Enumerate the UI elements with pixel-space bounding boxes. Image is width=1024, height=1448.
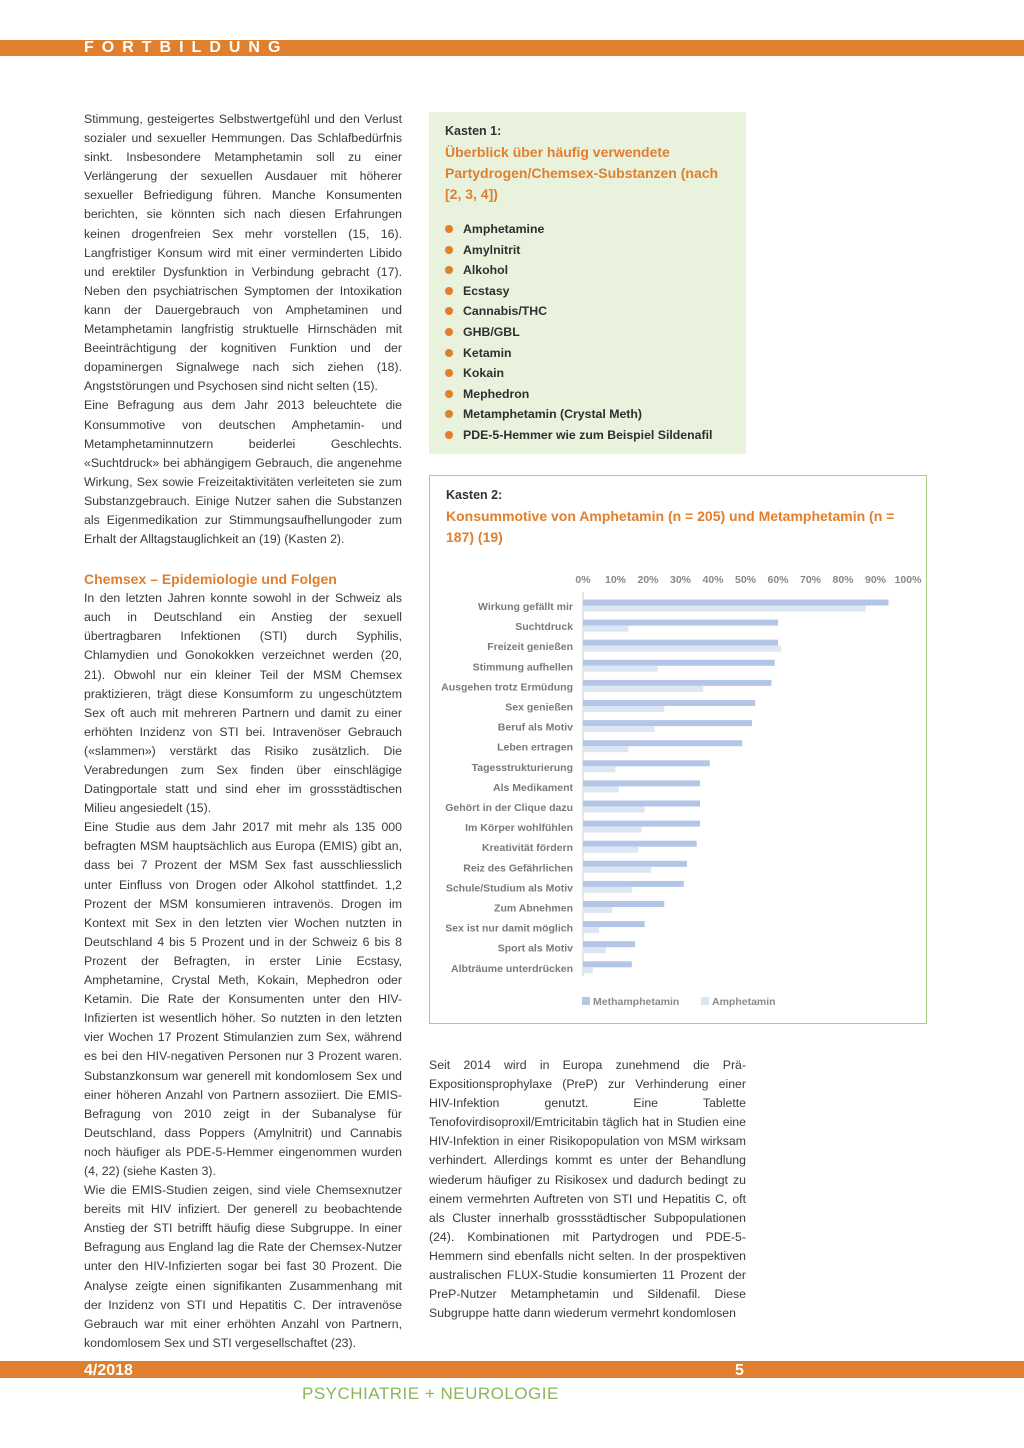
category-label: Beruf als Motiv xyxy=(497,721,573,734)
bar-methamphetamin xyxy=(583,821,700,827)
substance-label: Cannabis/THC xyxy=(463,304,548,319)
x-tick-label: 40% xyxy=(702,574,724,586)
category-label: Gehört in der Clique dazu xyxy=(445,802,573,814)
bar-amphetamin xyxy=(583,666,658,672)
bar-amphetamin xyxy=(583,807,645,813)
box1-title: Überblick über häufig verwendete Partydrogen/Chemsex-Substanzen (nach [2, 3, 4]) xyxy=(445,144,719,202)
bar-amphetamin xyxy=(583,967,593,973)
category-label: Albträume unterdrücken xyxy=(451,962,573,975)
bar-amphetamin xyxy=(583,867,651,873)
substance-item xyxy=(445,343,730,364)
category-label: Ausgehen trotz Ermüdung xyxy=(441,681,573,694)
substance-item xyxy=(445,384,730,405)
bar-methamphetamin xyxy=(583,801,700,807)
journal-name: PSYCHIATRIE + NEUROLOGIE xyxy=(302,1384,559,1403)
box2-label: Kasten 2: xyxy=(446,488,503,502)
bar-amphetamin xyxy=(583,887,632,893)
category-label: Sport als Motiv xyxy=(497,942,573,955)
bar-amphetamin xyxy=(583,646,781,652)
x-tick-label: 90% xyxy=(864,574,887,586)
bullet-icon xyxy=(445,266,453,274)
x-tick-label: 70% xyxy=(799,574,822,586)
substance-label: Metamphetamin (Crystal Meth) xyxy=(463,407,643,422)
category-label: Freizeit genießen xyxy=(487,641,573,654)
bar-methamphetamin xyxy=(583,660,775,666)
legend-label: Methamphetamin xyxy=(593,996,680,1008)
x-tick-label: 30% xyxy=(669,574,692,586)
substance-item xyxy=(445,240,730,261)
substance-label: Amphetamine xyxy=(463,222,545,236)
left-paragraph-4: Eine Studie aus dem Jahr 2017 mit mehr als 135 000 befragten MSM hauptsächlich aus Europa (EMIS) gibt an, dass bei 7 Prozent der MSM Sex fast ausschliesslich unter Einfluss von Drogen oder Alkohol stattfindet. 1,2 Prozent der MSM konsumieren intravenös. Drogen im Kontext mit Sex in den letzten vier Wochen nutzten in Deutschland 4 bis 5 Prozent und in der Schweiz 6 bis 8 Prozent der Befragten, in erster Linie Ecstasy, Amphetamine, Crystal Meth, Kokain, Mephedron oder Ketamin. Die Rate der Konsumenten unter den HIV-Infizierten ist wesentlich höher. So nutzten in den letzten vier Wochen 17 Prozent Stimulanzien zum Sex, während es bei den HIV-negativen Personen nur 3 Prozent waren. Substanzkonsum war generell mit kondomlosem Sex und einer höheren Anzahl von Partnern assoziiert. Die EMIS-Befragung von 2010 zeigt in der Subanalyse für Deutschland, dass Poppers (Amylnitrit) und Cannabis noch häufiger als PDE-5-Hemmer eingenommen wurden (4, 22) (siehe Kasten 3). xyxy=(84,820,402,1178)
box1-label: Kasten 1: xyxy=(445,124,502,138)
bullet-icon xyxy=(445,225,453,233)
bar-amphetamin xyxy=(583,746,629,752)
substance-item xyxy=(445,425,730,446)
x-tick-label: 0% xyxy=(575,574,591,586)
left-paragraph-2: Eine Befragung aus dem Jahr 2013 beleuchtete die Konsummotive von deutschen Amphetamin- und Metamphetaminnutzern beiderlei Geschlechts. «Suchtdruck» bei abhängigem Gebrauch, die angenehme Wirkung, Sex sowie Freizeitaktivitäten verleiteten sie zum Substanzgebrauch. Einige Nutzer sahen die Substanzen als Eigenmedikation zur Stimmungsaufhellungoder zum Erhalt der Alltagstauglichkeit an (19) (Kasten 2). xyxy=(84,398,402,547)
bar-amphetamin xyxy=(583,927,599,933)
substance-label: Mephedron xyxy=(463,386,530,401)
bar-methamphetamin xyxy=(583,780,700,786)
x-tick-label: 60% xyxy=(767,574,789,586)
bar-amphetamin xyxy=(583,847,638,853)
bar-methamphetamin xyxy=(583,921,645,927)
x-tick-label: 50% xyxy=(734,574,757,586)
box2-title: Konsummotive von Amphetamin (n = 205) und Metamphetamin (n = 187) (19) xyxy=(446,508,895,545)
substance-item xyxy=(445,301,730,322)
bullet-icon xyxy=(445,307,453,315)
bar-amphetamin xyxy=(583,827,642,833)
legend-swatch xyxy=(582,997,590,1005)
category-label: Wirkung gefällt mir xyxy=(478,601,573,613)
x-tick-label: 80% xyxy=(832,574,854,586)
left-column xyxy=(84,110,402,1353)
bullet-icon xyxy=(445,328,453,336)
bullet-icon xyxy=(445,390,453,398)
bar-methamphetamin xyxy=(583,861,687,867)
x-tick-label: 10% xyxy=(604,574,627,586)
category-label: Reiz des Gefährlichen xyxy=(463,862,573,875)
bar-methamphetamin xyxy=(583,881,684,887)
bar-methamphetamin xyxy=(583,740,742,746)
bullet-icon xyxy=(445,287,453,295)
bullet-icon xyxy=(445,349,453,357)
category-label: Suchtdruck xyxy=(515,621,573,634)
bar-amphetamin xyxy=(583,907,612,913)
bar-methamphetamin xyxy=(583,760,710,766)
section-subheading: Chemsex – Epidemiologie und Folgen xyxy=(84,571,337,588)
substance-label: PDE-5-Hemmer wie zum Beispiel Sildenafil xyxy=(463,427,713,442)
substance-item xyxy=(445,260,730,281)
bar-methamphetamin xyxy=(583,961,632,967)
category-label: Schule/Studium als Motiv xyxy=(445,882,573,895)
category-label: Im Körper wohlfühlen xyxy=(465,822,573,835)
category-label: Kreativität fördern xyxy=(481,842,573,855)
issue-number: 4/2018 xyxy=(84,1362,133,1379)
substance-label: GHB/GBL xyxy=(463,324,520,339)
x-tick-label: 100% xyxy=(894,574,922,586)
footer-bar xyxy=(0,1361,1024,1378)
substance-item xyxy=(445,363,730,384)
category-label: Sex ist nur damit möglich xyxy=(445,922,573,935)
bar-methamphetamin xyxy=(583,700,755,706)
substance-label: Amylnitrit xyxy=(463,242,521,257)
bar-methamphetamin xyxy=(583,640,778,646)
x-tick-label: 20% xyxy=(637,574,659,586)
category-label: Sex genießen xyxy=(505,701,573,714)
bar-amphetamin xyxy=(583,686,703,692)
left-paragraph-1: Stimmung, gesteigertes Selbstwertgefühl und den Verlust sozialer und sexueller Hemmungen. Das Schlafbedürfnis sinkt. Insbesondere Metamphetamin soll zu einer Verlängerung der sexuellen Ausdauer mit höherer sexueller Befriedigung führen. Manche Konsumenten berichten, sie könnten sich nach diesen Erfahrungen keinen drogenfreien Sex mehr vorstellen (15, 16). Langfristiger Konsum wird mit einer verminderten Libido und erektiler Dysfunktion in Verbindung gebracht (17). Neben den psychiatrischen Symptomen der Intoxikation kann der Dauergebrauch von Amphetaminen und Metamphetamin langfristig struktuelle Hirnschäden mit Beeinträchtigung der kognitiven Funktion und der dopaminergen Signalwege nach sich ziehen (18). Angststörungen und Psychosen sind nicht selten (15). xyxy=(84,112,402,394)
bar-methamphetamin xyxy=(583,941,635,947)
bullet-icon xyxy=(445,410,453,418)
bar-amphetamin xyxy=(583,786,619,792)
info-box-2 xyxy=(429,475,927,1024)
substance-label: Alkohol xyxy=(463,263,509,278)
bar-methamphetamin xyxy=(583,841,697,847)
right-column xyxy=(429,1056,746,1323)
bar-amphetamin xyxy=(583,726,655,732)
category-label: Tagesstrukturierung xyxy=(471,761,573,774)
bar-amphetamin xyxy=(583,626,629,632)
bar-amphetamin xyxy=(583,606,866,612)
legend-label: Amphetamin xyxy=(712,996,776,1008)
legend-swatch xyxy=(701,997,709,1005)
page-number: 5 xyxy=(735,1362,744,1379)
bullet-icon xyxy=(445,431,453,439)
bar-methamphetamin xyxy=(583,600,889,606)
bar-methamphetamin xyxy=(583,620,778,626)
substance-item xyxy=(445,219,730,240)
category-label: Zum Abnehmen xyxy=(494,902,573,915)
substance-item xyxy=(445,281,730,302)
bullet-icon xyxy=(445,369,453,377)
motives-bar-chart xyxy=(430,476,928,1025)
category-label: Stimmung aufhellen xyxy=(472,661,573,674)
bullet-icon xyxy=(445,246,453,254)
substance-list xyxy=(445,219,730,446)
left-paragraph-5: Wie die EMIS-Studien zeigen, sind viele Chemsexnutzer bereits mit HIV infiziert. Der generell zu beobachtende Anstieg der STI betrifft häufig diese Subgruppe. In einer Befragung aus England lag die Rate der Chemsex-Nutzer unter den HIV-Infizierten sogar bei fast 30 Prozent. Die Analyse zeigte einen signifikanten Zusammenhang mit der Inzidenz von STI und Hepatitis C. Der intravenöse Gebrauch war mit einer erhöhten Anzahl von Partnern, kondomlosem Sex und STI vergesellschaftet (23). xyxy=(84,1183,402,1350)
right-paragraph-1: Seit 2014 wird in Europa zunehmend die Prä-Expositionsprophylaxe (PreP) zur Verhinderung einer HIV-Infektion genutzt. Eine Tablette Tenofovirdisoproxil/Emtricitabin täglich hat in Studien eine HIV-Infektion in einer Risikopopulation von MSM wirksam verhindert. Allerdings kommt es unter der Behandlung wiederum häufiger zu Risikosex und dadurch bedingt zu einem vermehrten Auftreten von STI und Hepatitis C, oft als Cluster innerhalb grossstädtischer Subpopulationen (24). Kombinationen mit Partydrogen und PDE-5-Hemmern sind ebenfalls nicht selten. In der prospektiven australischen FLUX-Studie konsumierten 11 Prozent der PreP-Nutzer Metamphetamin und Sildenafil. Diese Subgruppe hatte dann wiederum vermehrt kondomlosen xyxy=(429,1058,746,1321)
left-paragraph-3: In den letzten Jahren konnte sowohl in der Schweiz als auch in Deutschland ein Anstieg der sexuell übertragbaren Infektionen (STI) durch Syphilis, Chlamydien und Gonokokken verzeichnet werden (20, 21). Obwohl nur ein kleiner Teil der MSM Chemsex praktizieren, trägt diese Konsumform zu ungeschütztem Sex oft auch mit mehreren Partnern und damit zu einer erhöhten Inzidenz von STI bei. Intravenöser Gebrauch («slammen») verstärkt das Risiko zusätzlich. Die Verabredungen zum Sex finden über einschlägige Datingportale statt und sind eher im grossstädtischen Milieu angesiedelt (15). xyxy=(84,591,402,816)
category-label: Leben ertragen xyxy=(497,741,573,754)
info-box-1 xyxy=(429,112,746,454)
bar-methamphetamin xyxy=(583,680,772,686)
bar-amphetamin xyxy=(583,706,664,712)
bar-amphetamin xyxy=(583,947,606,953)
bar-methamphetamin xyxy=(583,720,752,726)
substance-label: Ketamin xyxy=(463,345,512,360)
section-title: FORTBILDUNG xyxy=(84,39,289,56)
bar-amphetamin xyxy=(583,766,616,772)
category-label: Als Medikament xyxy=(493,781,573,794)
substance-item xyxy=(445,322,730,343)
bar-methamphetamin xyxy=(583,901,664,907)
substance-item xyxy=(445,404,730,425)
substance-label: Kokain xyxy=(463,366,504,381)
substance-label: Ecstasy xyxy=(463,283,510,298)
